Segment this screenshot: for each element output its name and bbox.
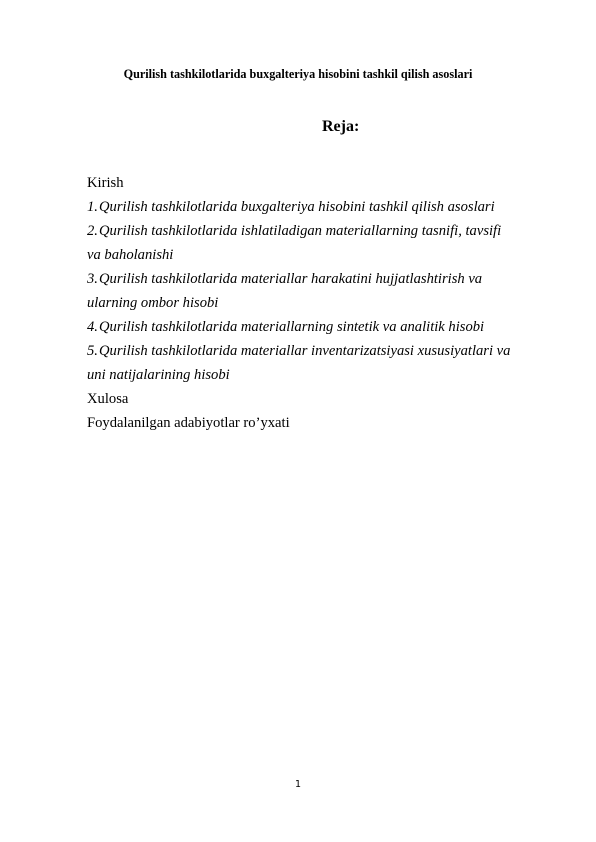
page-number: 1 — [294, 779, 302, 790]
toc-item-number: 2. — [87, 223, 98, 239]
toc-item-text: Qurilish tashkilotlarida ishlatiladigan materiallarning tasnifi, tavsifi — [99, 223, 502, 239]
toc-item-5 — [87, 339, 559, 363]
toc-conclusion: Xulosa — [87, 391, 129, 407]
toc-item-text: Qurilish tashkilotlarida materiallar harakatini hujjatlashtirish va — [99, 271, 483, 287]
toc-item-text: Qurilish tashkilotlarida materiallar inventarizatsiyasi xususiyatlari va — [99, 343, 511, 359]
toc-item-1 — [87, 195, 559, 219]
plan-heading: Reja: — [322, 118, 360, 135]
toc-item-3 — [87, 267, 559, 291]
toc-item-3-continuation: ularning ombor hisobi — [87, 295, 219, 311]
toc-item-number: 4. — [87, 319, 98, 335]
toc-item-number: 3. — [87, 271, 98, 287]
toc-item-text: Qurilish tashkilotlarida buxgalteriya hisobini tashkil qilish asoslari — [99, 199, 495, 215]
toc-references: Foydalanilgan adabiyotlar ro’yxati — [87, 415, 290, 431]
table-of-contents — [87, 171, 559, 435]
toc-item-4 — [87, 315, 559, 339]
toc-item-2-continuation: va baholanishi — [87, 247, 174, 263]
document-title: Qurilish tashkilotlarida buxgalteriya hisobini tashkil qilish asoslari — [123, 67, 473, 81]
toc-item-5-continuation: uni natijalarining hisobi — [87, 367, 230, 383]
toc-item-number: 1. — [87, 199, 98, 215]
toc-intro: Kirish — [87, 175, 124, 191]
toc-item-number: 5. — [87, 343, 98, 359]
toc-item-2 — [87, 219, 559, 243]
toc-item-text: Qurilish tashkilotlarida materiallarning sintetik va analitik hisobi — [99, 319, 485, 335]
